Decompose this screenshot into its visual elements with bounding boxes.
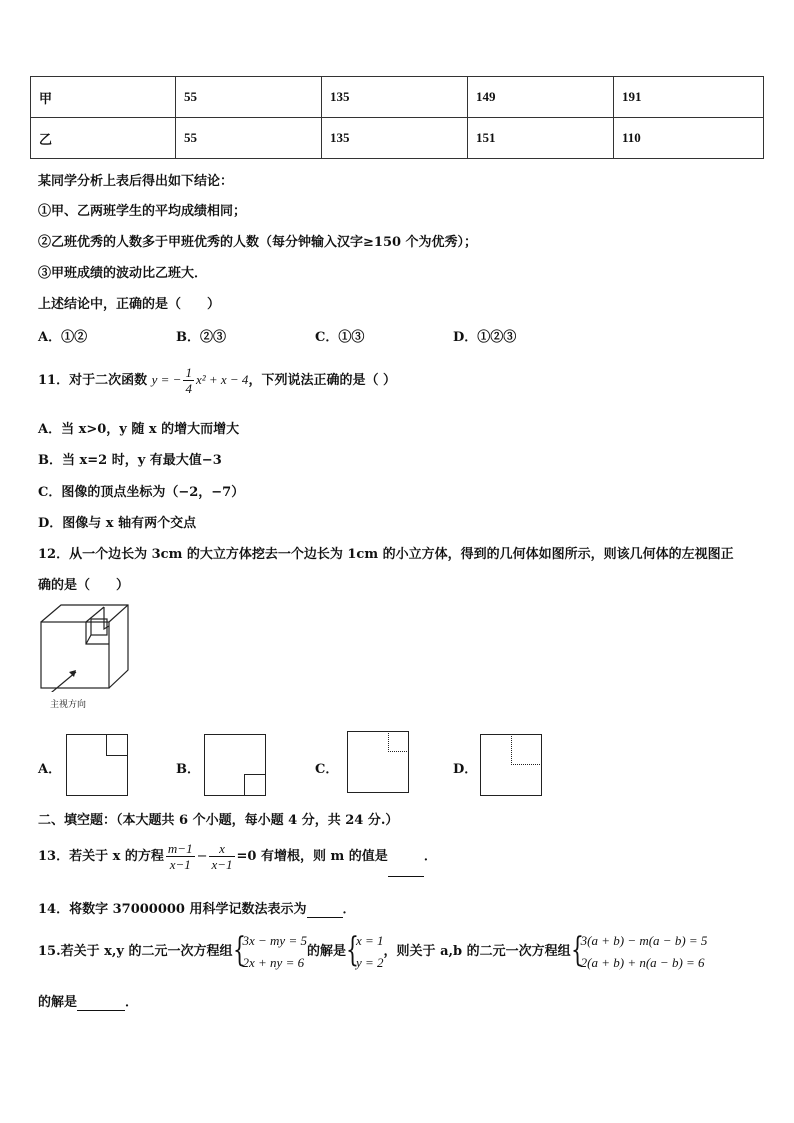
q11-option-c[interactable]: C．图像的顶点坐标为（−2，−7） (38, 485, 245, 500)
q15-lead: 15.若关于 x,y 的二元一次方程组 (38, 944, 233, 959)
q15-mid-2: ，则关于 a,b 的二元一次方程组 (383, 944, 571, 959)
q12-option-a-view[interactable] (66, 734, 128, 796)
q10-intro: 某同学分析上表后得出如下结论： (38, 174, 234, 189)
q11-eq-rest: x² + x − 4 (195, 372, 249, 387)
table-cell: 151 (468, 118, 614, 159)
q15-sys2-row: y = 2 (356, 954, 384, 970)
q13-tail: =0 有增根，则 m 的值是 (236, 849, 388, 864)
q15-sys1-row: 2x + ny = 6 (242, 954, 305, 970)
q12-option-d-view[interactable] (480, 734, 542, 796)
q11-option-a[interactable]: A．当 x>0，y 随 x 的增大而增大 (38, 422, 240, 437)
q15-system-3: { 3(a + b) − m(a − b) = 5 2(a + b) + n(a − b) = 6 (571, 930, 708, 974)
table-cell: 甲 (31, 77, 176, 118)
q15-stem (38, 928, 707, 976)
q12-option-a-label[interactable]: A． (38, 762, 62, 777)
q10-option-d[interactable]: D．①②③ (453, 330, 517, 345)
q10-conclusion-3: ③甲班成绩的波动比乙班大． (38, 266, 208, 281)
q15-sys3-row: 2(a + b) + n(a − b) = 6 (580, 954, 705, 970)
small-square (106, 734, 128, 756)
table-cell: 191 (614, 77, 764, 118)
dashed-square (388, 731, 409, 752)
table-cell: 乙 (31, 118, 176, 159)
table-cell: 135 (322, 77, 468, 118)
table-cell: 149 (468, 77, 614, 118)
q14-stem (38, 898, 356, 918)
q12-option-b-label[interactable]: B． (176, 762, 200, 777)
table-row (31, 118, 764, 159)
q15-sys3-row: 3(a + b) − m(a − b) = 5 (580, 932, 708, 948)
q12-option-c-view[interactable] (347, 731, 409, 793)
q13-lead: 13．若关于 x 的方程 (38, 849, 164, 864)
q15-line-2 (38, 991, 138, 1011)
q11-frac-den: 4 (185, 381, 192, 396)
q15-mid-1: 的解是 (306, 944, 346, 959)
small-square (244, 774, 266, 796)
q13-stem (38, 838, 437, 877)
q11-eq-y: y = − (151, 372, 182, 387)
table-row (31, 77, 764, 118)
q15-sys1-row: 3x − my = 5 (242, 932, 307, 948)
q15-line2-text: 的解是 (38, 995, 78, 1010)
view-direction-arrow (46, 672, 76, 692)
table-cell: 110 (614, 118, 764, 159)
q10-conclusion-2: ②乙班优秀的人数多于甲班优秀的人数（每分钟输入汉字≥150 个为优秀）； (38, 235, 478, 250)
q15-system-1: { 3x − my = 5 2x + ny = 6 (233, 930, 307, 974)
q13-minus: − (196, 849, 208, 864)
dashed-square (511, 734, 542, 765)
q10-option-a[interactable]: A．①② (38, 330, 88, 345)
q11-option-d[interactable]: D．图像与 x 轴有两个交点 (38, 516, 197, 531)
q14-end: ． (342, 902, 356, 917)
q10-option-c[interactable]: C．①③ (315, 330, 365, 345)
q11-tail: ，下列说法正确的是（ ） (248, 373, 396, 388)
q15-system-2: { x = 1 y = 2 (346, 930, 384, 974)
figure-label: 主视方向 (50, 700, 87, 710)
q11-fraction (183, 365, 194, 396)
q12-line-2: 确的是（ ） (38, 578, 130, 593)
table-cell: 55 (176, 77, 322, 118)
q13-answer-blank[interactable] (388, 838, 424, 877)
q10-prompt: 上述结论中，正确的是（ ） (38, 297, 221, 312)
q15-end: ． (125, 995, 139, 1010)
q15-answer-blank[interactable] (77, 995, 125, 1011)
cube-figure (36, 602, 136, 692)
q10-conclusion-1: ①甲、乙两班学生的平均成绩相同； (38, 204, 247, 219)
table-cell: 135 (322, 118, 468, 159)
table-cell: 55 (176, 118, 322, 159)
q12-option-d-label[interactable]: D． (453, 762, 478, 777)
q14-answer-blank[interactable] (307, 902, 343, 918)
q12-option-b-view[interactable] (204, 734, 266, 796)
q13-end: ． (423, 849, 437, 864)
q14-text: 14．将数字 37000000 用科学记数法表示为 (38, 902, 307, 917)
q13-f1-num: m−1 (167, 841, 193, 856)
q11-option-b[interactable]: B．当 x=2 时，y 有最大值−3 (38, 453, 222, 468)
score-table (30, 76, 764, 159)
q13-fraction-2 (209, 841, 234, 872)
q10-option-b[interactable]: B．②③ (176, 330, 226, 345)
q13-fraction-1 (166, 841, 195, 872)
q11-frac-num: 1 (185, 365, 192, 380)
q13-f2-num: x (209, 841, 234, 857)
section-2-title: 二、填空题：（本大题共 6 个小题，每小题 4 分，共 24 分.） (38, 813, 399, 828)
q15-sys2-row: x = 1 (356, 932, 384, 948)
q13-f1-den: x−1 (169, 857, 191, 872)
q13-f2-den: x−1 (211, 857, 233, 872)
q12-line-1: 12．从一个边长为 3cm 的大立方体挖去一个边长为 1cm 的小立方体，得到的几何体如图所示，则该几何体的左视图正 (38, 547, 734, 562)
q11-stem (38, 362, 396, 399)
q11-lead: 11．对于二次函数 (38, 373, 148, 388)
q12-option-c-label[interactable]: C． (315, 762, 339, 777)
